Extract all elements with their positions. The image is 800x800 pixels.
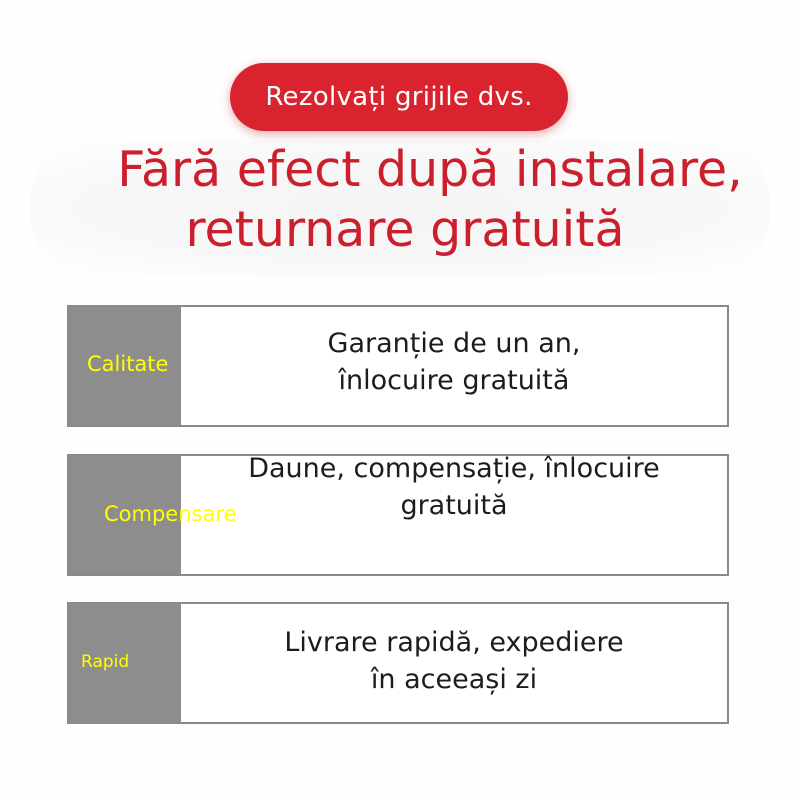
card-text-line-1: Livrare rapidă, expediere xyxy=(284,627,624,658)
card-label-compensation: Compensare xyxy=(104,502,237,526)
card-text-line-1: Garanție de un an, xyxy=(327,328,581,359)
headline xyxy=(60,140,800,260)
card-text-line-2: înlocuire gratuită xyxy=(338,365,570,396)
guarantee-card-fast xyxy=(67,602,729,724)
card-text-quality xyxy=(181,325,727,399)
card-text-line-1: Daune, compensație, înlocuire xyxy=(248,453,660,484)
card-label-fast: Rapid xyxy=(81,652,130,672)
worry-badge-text: Rezolvați grijile dvs. xyxy=(265,82,533,112)
headline-line-1: Fără efect după instalare, xyxy=(117,141,743,198)
headline-line-2: returnare gratuită xyxy=(185,201,625,258)
card-text-compensation xyxy=(181,450,727,524)
card-label-quality: Calitate xyxy=(87,352,169,376)
worry-badge xyxy=(230,63,568,131)
card-text-line-2: gratuită xyxy=(400,490,508,521)
card-text-line-2: în aceeași zi xyxy=(370,664,538,695)
card-text-fast xyxy=(181,624,727,698)
guarantee-card-compensation xyxy=(67,454,729,576)
guarantee-card-quality xyxy=(67,305,729,427)
